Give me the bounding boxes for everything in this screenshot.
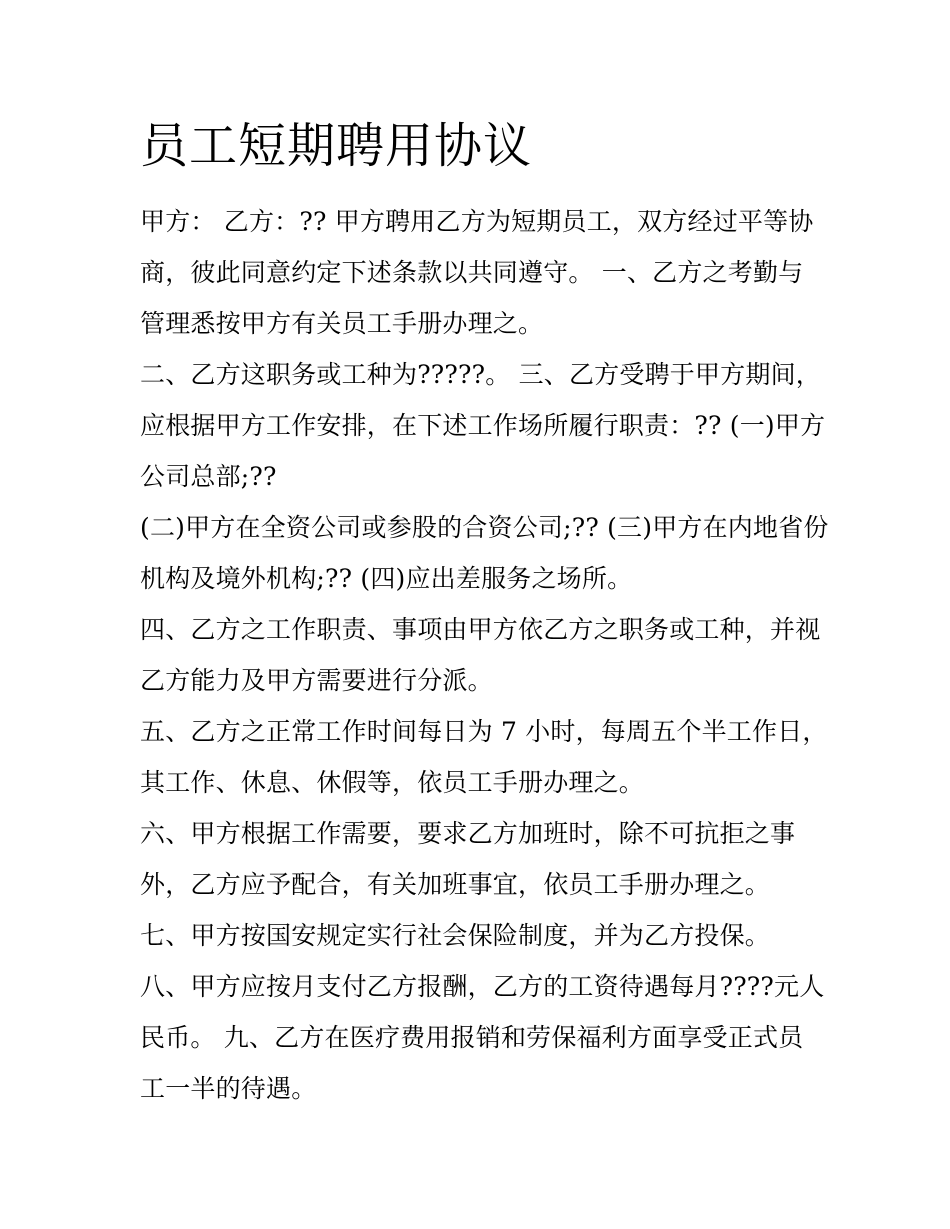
body-line: 五、乙方之正常工作时间每日为 7 小时，每周五个半工作日， (140, 717, 828, 746)
body-line: 八、甲方应按月支付乙方报酬，乙方的工资待遇每月????元人 (140, 972, 825, 1001)
body-line: 民币。 九、乙方在医疗费用报销和劳保福利方面享受正式员 (140, 1023, 804, 1052)
body-line: 其工作、休息、休假等，依员工手册办理之。 (140, 768, 645, 797)
body-line: 应根据甲方工作安排，在下述工作场所履行职责：?? (一)甲方 (140, 411, 826, 440)
body-line: 商，彼此同意约定下述条款以共同遵守。 一、乙方之考勤与 (140, 258, 804, 287)
body-line: 二、乙方这职务或工种为?????。 三、乙方受聘于甲方期间， (140, 360, 821, 389)
body-line: 外，乙方应予配合，有关加班事宜，依员工手册办理之。 (140, 870, 771, 899)
body-line: 机构及境外机构;?? (四)应出差服务之场所。 (140, 564, 633, 593)
body-line: 工一半的待遇。 (140, 1074, 317, 1103)
body-line: (二)甲方在全资公司或参股的合资公司;?? (三)甲方在内地省份 (140, 513, 829, 542)
body-line: 六、甲方根据工作需要，要求乙方加班时，除不可抗拒之事 (140, 819, 796, 848)
body-line: 公司总部;?? (140, 462, 277, 491)
body-line: 管理悉按甲方有关员工手册办理之。 (140, 309, 544, 338)
body-line: 乙方能力及甲方需要进行分派。 (140, 666, 493, 695)
body-line: 七、甲方按国安规定实行社会保险制度，并为乙方投保。 (140, 921, 771, 950)
document-body (140, 202, 830, 1120)
body-line: 甲方： 乙方：?? 甲方聘用乙方为短期员工，双方经过平等协 (140, 207, 814, 236)
document-title: 员工短期聘用协议 (140, 118, 533, 174)
body-line: 四、乙方之工作职责、事项由甲方依乙方之职务或工种，并视 (140, 615, 821, 644)
